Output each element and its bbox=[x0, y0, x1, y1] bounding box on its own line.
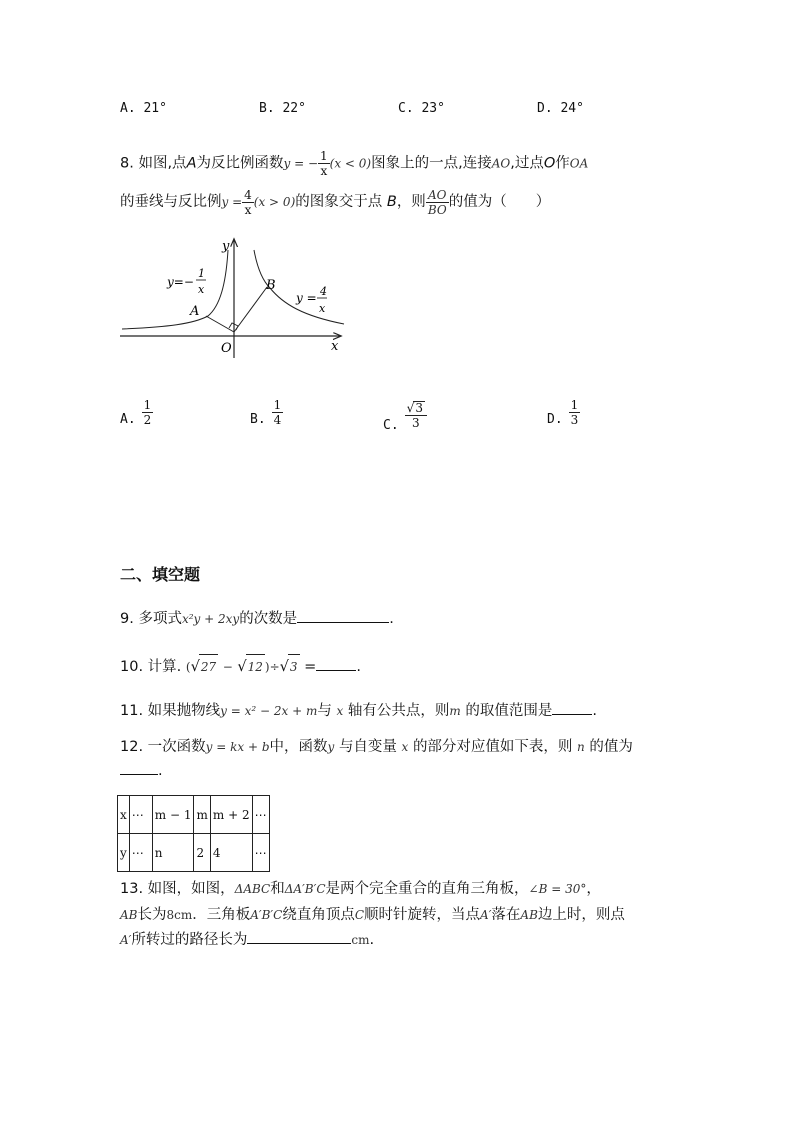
point-a-label: A bbox=[190, 304, 200, 319]
q12-line-1: 12. 一次函数y = kx + b中，函数y 与自变量 x 的部分对应值如下表，则 n 的值为 bbox=[120, 739, 633, 755]
section-heading: 二、填空题 bbox=[120, 565, 201, 584]
fraction: $\frac{4}{x}$ bbox=[244, 187, 252, 217]
q7-option-b: B. 22° bbox=[259, 101, 306, 116]
ratio-fraction: $\frac{AO}{BO}$ bbox=[427, 187, 447, 217]
table-cell: m + 2 bbox=[210, 796, 252, 834]
answer-blank[interactable] bbox=[247, 929, 351, 944]
table-cell: ⋯ bbox=[129, 796, 152, 834]
q13-line-2: AB长为8cm．三角板A′B′C绕直角顶点C顺时针旋转，当点A′落在AB边上时，则点 bbox=[120, 907, 625, 923]
point-b-label: B bbox=[266, 278, 276, 293]
table-cell: y bbox=[118, 834, 130, 872]
q7-option-d: D. 24° bbox=[537, 101, 584, 116]
axis-x-label: x bbox=[331, 339, 339, 354]
q7-option-c: C. 23° bbox=[398, 101, 445, 116]
table-cell: m bbox=[194, 796, 210, 834]
table-row bbox=[118, 796, 270, 834]
q8-option-c: C. $\frac{√3}{3}$ bbox=[383, 396, 427, 433]
svg-text:4: 4 bbox=[320, 285, 327, 298]
table-row bbox=[118, 834, 270, 872]
answer-blank[interactable] bbox=[297, 608, 389, 623]
segment-ob bbox=[234, 287, 267, 332]
fraction: $\frac{1}{x}$ bbox=[320, 149, 328, 178]
q13-line-3: A′所转过的路径长为 cm. bbox=[120, 929, 374, 951]
axis-y-label: y bbox=[222, 239, 230, 254]
table-cell: ⋯ bbox=[252, 796, 269, 834]
q12-line-2: . bbox=[120, 760, 163, 782]
table-cell: ⋯ bbox=[252, 834, 269, 872]
table-cell: m − 1 bbox=[152, 796, 194, 834]
fraction: $\frac{1}{2}$ bbox=[143, 398, 152, 427]
q10: 10. 计算. (√27 − √12 )÷√3 = . bbox=[120, 654, 361, 679]
answer-blank[interactable] bbox=[316, 656, 356, 671]
fraction: $\frac{1}{3}$ bbox=[570, 398, 579, 427]
fraction: $\frac{1}{4}$ bbox=[273, 398, 282, 427]
table-cell: ⋯ bbox=[129, 834, 152, 872]
table-cell: n bbox=[152, 834, 194, 872]
table-cell: 4 bbox=[210, 834, 252, 872]
q8-figure bbox=[118, 232, 358, 362]
q12-table bbox=[117, 795, 270, 872]
left-curve bbox=[122, 250, 228, 329]
answer-blank[interactable] bbox=[120, 760, 158, 775]
q13-line-1: 13. 如图，如图，ΔABC和ΔA′B′C是两个完全重合的直角三角板，∠B = 30°， bbox=[120, 881, 601, 897]
segment-oa bbox=[206, 316, 234, 332]
q8-option-d: D. $\frac{1}{3}$ bbox=[547, 398, 579, 427]
q8-line-2: 的垂线与反比例y = $\frac{4}{x}$ (x > 0)的图象交于点 B，则 $\frac{AO}{BO}$ 的值为（ ） bbox=[120, 187, 551, 217]
table-cell: 2 bbox=[194, 834, 210, 872]
svg-text:x: x bbox=[319, 302, 326, 315]
origin-label: O bbox=[221, 341, 232, 356]
left-func-label: y=− bbox=[167, 275, 194, 289]
svg-text:1: 1 bbox=[198, 267, 205, 280]
fraction: $\frac{√3}{3}$ bbox=[405, 401, 427, 429]
q9: 9. 多项式x²y + 2xy的次数是 . bbox=[120, 608, 394, 630]
right-func-label: y = bbox=[296, 291, 317, 305]
q8-option-b: B. $\frac{1}{4}$ bbox=[250, 398, 282, 427]
svg-text:x: x bbox=[198, 283, 205, 296]
question-number: 8. bbox=[120, 155, 134, 172]
table-cell: x bbox=[118, 796, 130, 834]
answer-blank[interactable] bbox=[552, 700, 592, 715]
q7-option-a: A. 21° bbox=[120, 101, 167, 116]
q8-option-a: A. $\frac{1}{2}$ bbox=[120, 398, 152, 427]
q11: 11. 如果抛物线y = x² − 2x + m与 x 轴有公共点，则m 的取值范围是 . bbox=[120, 700, 597, 722]
q8-line-1: 8. 如图,点A为反比例函数y = − $\frac{1}{x}$ (x < 0)图象上的一点,连接AO,过点O作OA bbox=[120, 149, 589, 178]
